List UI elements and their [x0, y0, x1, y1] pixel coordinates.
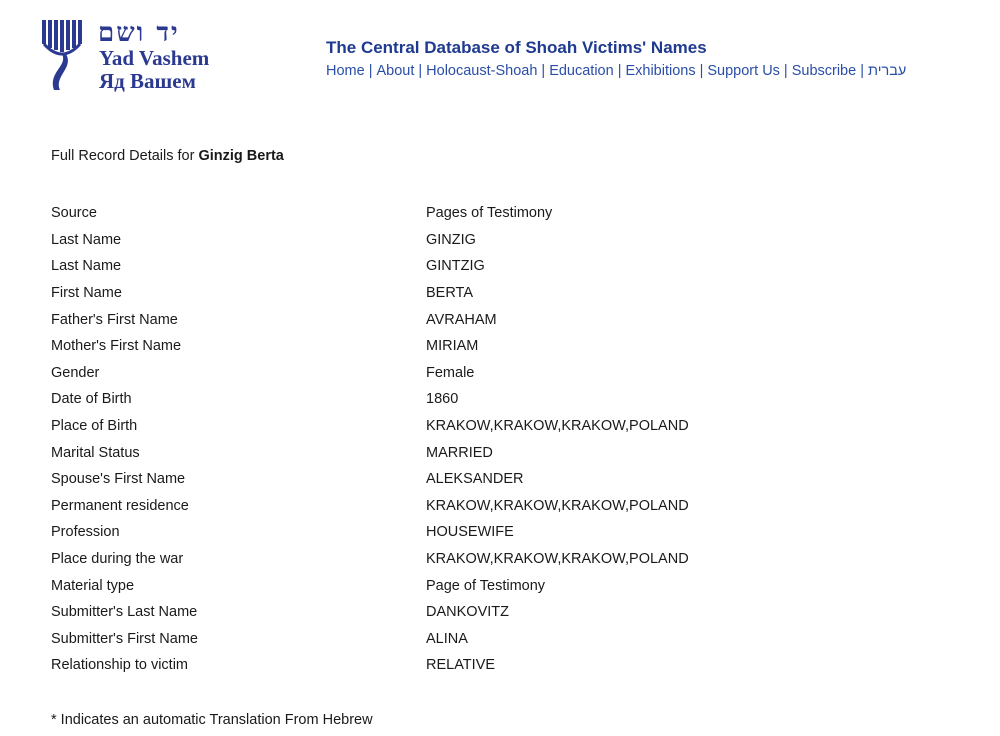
record-row	[51, 546, 689, 573]
record-row	[51, 253, 689, 280]
field-value: Female	[426, 364, 475, 381]
field-label: Relationship to victim	[51, 657, 188, 674]
field-value: BERTA	[426, 285, 474, 302]
field-value: 1860	[426, 391, 459, 408]
field-value: DANKOVITZ	[426, 604, 509, 621]
nav-link-about[interactable]: About	[376, 63, 415, 79]
menorah-icon	[38, 18, 94, 98]
record-row	[51, 413, 689, 440]
field-value: KRAKOW,KRAKOW,KRAKOW,POLAND	[426, 418, 689, 435]
field-label: Date of Birth	[51, 391, 132, 408]
field-label: Mother's First Name	[51, 338, 182, 355]
field-value: Page of Testimony	[426, 577, 546, 594]
field-value: MARRIED	[426, 444, 493, 461]
record-row	[51, 200, 689, 227]
record-row	[51, 280, 689, 307]
record-details-table	[51, 200, 689, 679]
field-label: Father's First Name	[51, 311, 178, 328]
record-row	[51, 360, 689, 387]
nav-separator: |	[860, 63, 864, 79]
nav-separator: |	[418, 63, 423, 79]
logo-hebrew-text: יד ושם	[98, 18, 180, 48]
nav-link-holocaust-shoah[interactable]: Holocaust-Shoah	[426, 63, 538, 79]
top-nav	[326, 61, 906, 81]
field-label: Material type	[51, 577, 135, 594]
field-value: AVRAHAM	[426, 311, 497, 328]
nav-link-education[interactable]: Education	[549, 63, 614, 79]
field-label: Last Name	[51, 231, 122, 248]
field-value: KRAKOW,KRAKOW,KRAKOW,POLAND	[426, 551, 689, 568]
nav-separator: |	[541, 63, 546, 79]
field-value: MIRIAM	[426, 338, 479, 355]
nav-link-subscribe[interactable]: Subscribe	[791, 63, 857, 79]
record-victim-name: Ginzig Berta	[198, 148, 284, 164]
nav-separator: |	[783, 63, 788, 79]
field-label: Profession	[51, 524, 120, 541]
record-row	[51, 519, 689, 546]
record-heading-prefix: Full Record Details for	[51, 148, 195, 164]
record-row	[51, 386, 689, 413]
yad-vashem-logo[interactable]	[38, 18, 238, 98]
field-label: Submitter's Last Name	[51, 604, 198, 621]
record-row	[51, 466, 689, 493]
field-value: GINZIG	[426, 231, 476, 248]
record-row	[51, 599, 689, 626]
nav-link-hebrew[interactable]: עברית	[867, 63, 907, 79]
nav-link-exhibitions[interactable]: Exhibitions	[625, 63, 696, 79]
record-row	[51, 652, 689, 679]
record-row	[51, 333, 689, 360]
field-label: Place during the war	[51, 551, 184, 568]
field-label: Marital Status	[51, 444, 140, 461]
logo-russian-text: Яд Вашем	[99, 69, 196, 93]
field-label: Source	[51, 205, 97, 222]
field-value: ALINA	[426, 630, 468, 647]
record-heading	[51, 147, 284, 165]
record-row	[51, 626, 689, 653]
nav-link-home[interactable]: Home	[326, 63, 365, 79]
field-label: Place of Birth	[51, 418, 138, 435]
translation-footnote: * Indicates an automatic Translation From Hebrew	[51, 712, 373, 728]
field-label: Spouse's First Name	[51, 471, 186, 488]
nav-separator: |	[617, 63, 622, 79]
field-label: Gender	[51, 364, 100, 381]
field-label: Permanent residence	[51, 497, 189, 514]
field-label: Submitter's First Name	[51, 630, 198, 647]
nav-separator: |	[368, 63, 373, 79]
record-row	[51, 439, 689, 466]
field-value: HOUSEWIFE	[426, 524, 514, 541]
field-value: Pages of Testimony	[426, 205, 553, 222]
record-row	[51, 493, 689, 520]
record-row	[51, 306, 689, 333]
field-value: KRAKOW,KRAKOW,KRAKOW,POLAND	[426, 497, 689, 514]
record-row	[51, 227, 689, 254]
nav-link-support-us[interactable]: Support Us	[707, 63, 780, 79]
record-row	[51, 572, 689, 599]
site-title: The Central Database of Shoah Victims' Names	[326, 38, 707, 57]
field-value: GINTZIG	[426, 258, 485, 275]
field-value: RELATIVE	[426, 657, 496, 674]
field-value: ALEKSANDER	[426, 471, 524, 488]
logo-english-text: Yad Vashem	[99, 46, 210, 70]
field-label: Last Name	[51, 258, 122, 275]
field-label: First Name	[51, 285, 122, 302]
nav-separator: |	[699, 63, 704, 79]
